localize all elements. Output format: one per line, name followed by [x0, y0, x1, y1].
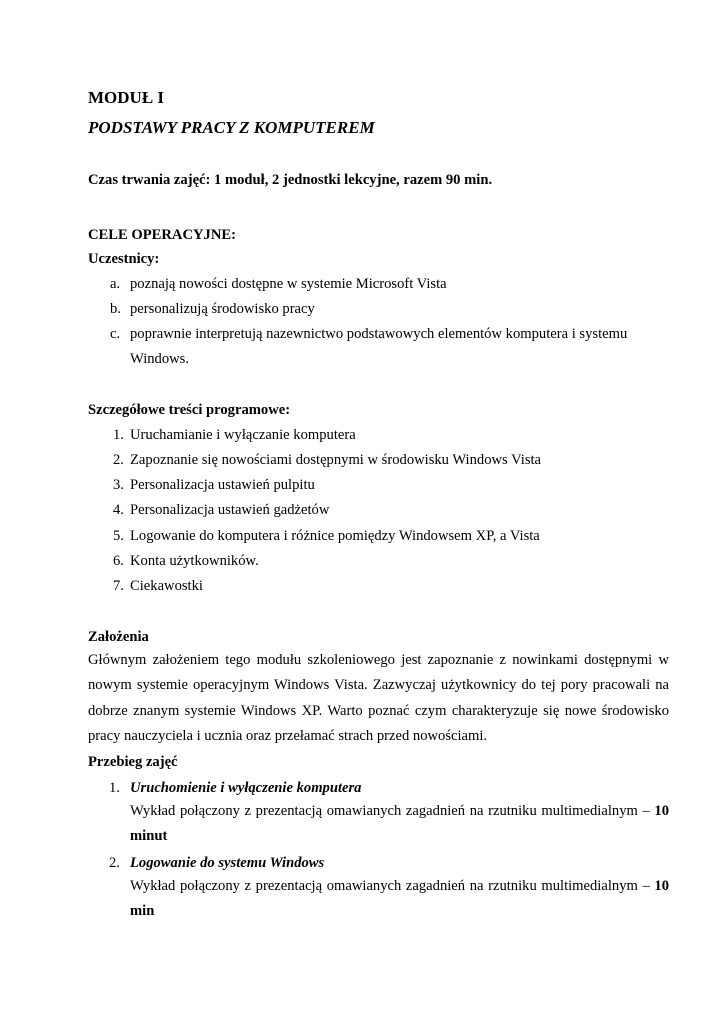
program-marker: 2. — [113, 452, 124, 468]
goal-item: personalizują środowisko pracy — [130, 301, 315, 317]
course-marker: 2. — [109, 855, 120, 871]
course-item-time: 10 min — [130, 878, 669, 920]
course-item-title: Uruchomienie i wyłączenie komputera — [130, 780, 362, 796]
program-item: Personalizacja ustawień pulpitu — [130, 477, 315, 493]
goal-marker: c. — [110, 326, 121, 342]
duration-line: Czas trwania zajęć: 1 moduł, 2 jednostki lekcyjne, razem 90 min. — [88, 172, 493, 188]
goal-item: poprawnie interpretują nazewnictwo podstawowych elementów komputera i systemu — [130, 326, 628, 342]
program-heading: Szczegółowe treści programowe: — [88, 402, 291, 418]
module-subtitle: PODSTAWY PRACY Z KOMPUTEREM — [88, 118, 375, 137]
course-item-desc: Wykład połączony z prezentacją omawianych zagadnień na rzutniku multimedialnym – 10 min — [130, 878, 669, 920]
program-marker: 5. — [113, 528, 124, 544]
goal-marker: a. — [110, 276, 121, 292]
program-marker: 7. — [113, 578, 124, 594]
goal-item: poznają nowości dostępne w systemie Microsoft Vista — [130, 276, 447, 292]
course-heading: Przebieg zajęć — [88, 754, 178, 770]
program-marker: 1. — [113, 427, 124, 443]
program-item: Ciekawostki — [130, 578, 203, 594]
program-marker: 4. — [113, 502, 124, 518]
assumptions-paragraph: Głównym założeniem tego modułu szkoleniowego jest zapoznanie z nowinkami dostępnymi w nowym systemie operacyjnym Windows Vista. Zazwyczaj użytkownicy do tej pory pracowali na dobrze znanym systemie Windows XP. Warto poznać czym charakteryzuje się nowe środowisko pracy nauczyciela i ucznia oraz przełamać strach przed nowościami. — [88, 652, 669, 745]
program-item: Logowanie do komputera i różnice pomiędzy Windowsem XP, a Vista — [130, 528, 540, 544]
participants-label: Uczestnicy: — [88, 251, 160, 267]
goal-item-continuation: Windows. — [130, 351, 190, 367]
program-marker: 3. — [113, 477, 124, 493]
goal-marker: b. — [110, 301, 121, 317]
goals-heading: CELE OPERACYJNE: — [88, 227, 236, 243]
program-marker: 6. — [113, 553, 124, 569]
course-item-desc: Wykład połączony z prezentacją omawianych zagadnień na rzutniku multimedialnym – 10 minut — [130, 803, 669, 845]
program-item: Uruchamianie i wyłączanie komputera — [130, 427, 356, 443]
program-item: Konta użytkowników. — [130, 553, 259, 569]
assumptions-heading: Założenia — [88, 629, 149, 645]
module-title: MODUŁ I — [88, 88, 165, 107]
course-item-time: 10 minut — [130, 803, 669, 845]
program-item: Zapoznanie się nowościami dostępnymi w środowisku Windows Vista — [130, 452, 542, 468]
program-item: Personalizacja ustawień gadżetów — [130, 502, 330, 518]
course-item-title: Logowanie do systemu Windows — [130, 855, 325, 871]
course-marker: 1. — [109, 780, 120, 796]
